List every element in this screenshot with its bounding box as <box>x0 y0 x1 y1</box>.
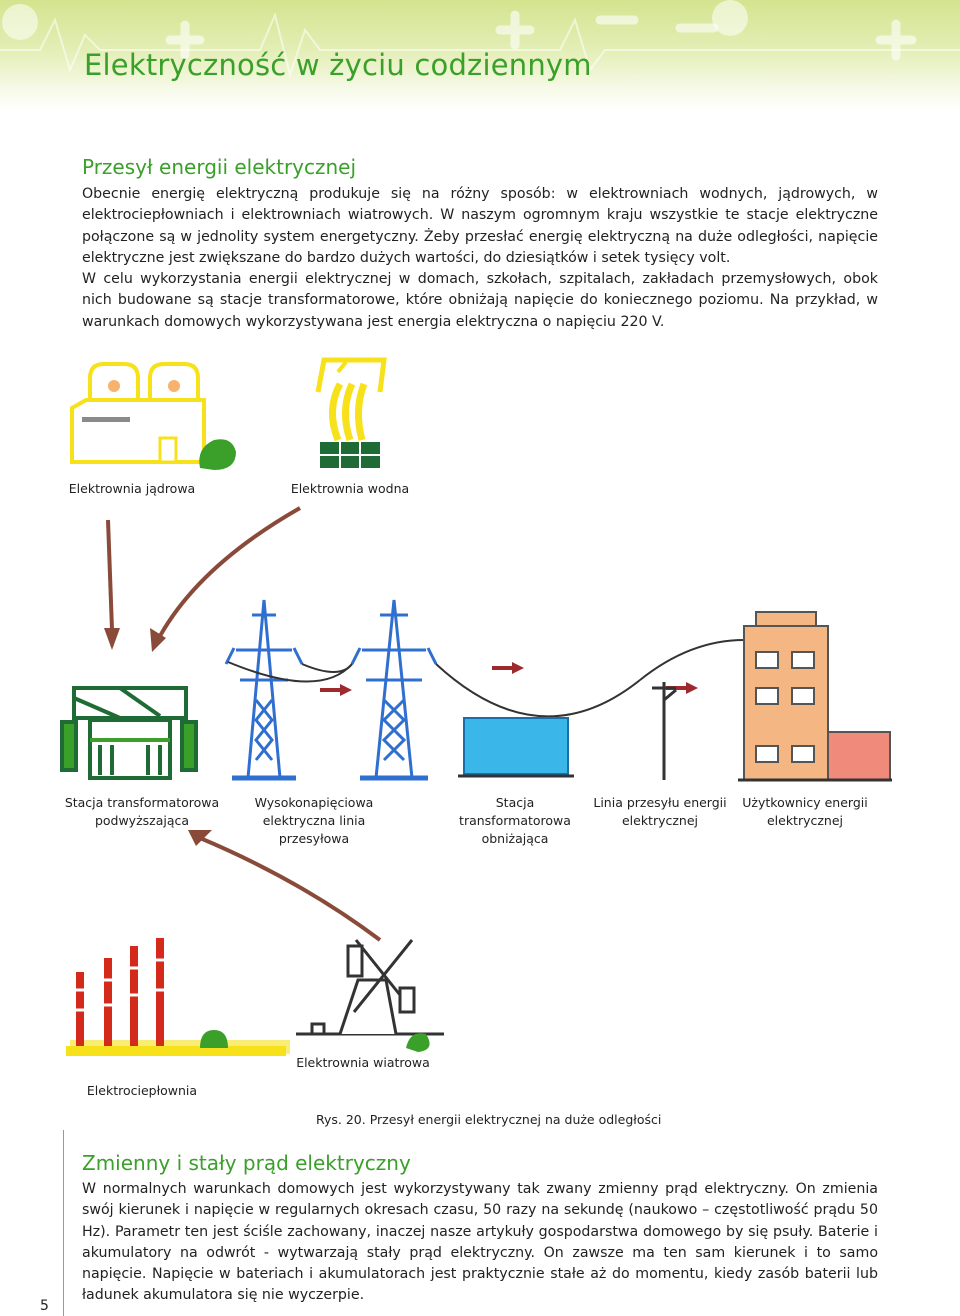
label-step-up-station: Stacja transformatorowa podwyższająca <box>64 795 220 828</box>
paragraph: W celu wykorzystania energii elektrycznej w domach, szkołach, szpitalach, zakładach przemysłowych, obok nich budowane są stacje transformatorowe, które obniżają napięcie do koniecznego poziomu. Na przykład, w warunkach domowych wykorzystywana jest energia elektryczna o napięciu 220 V. <box>82 271 878 330</box>
section-text-ac-dc <box>82 1179 878 1307</box>
nuclear-plant-icon <box>72 364 236 470</box>
windmill-icon <box>296 940 444 1052</box>
label-step-down-station: Stacja transformatorowa obniżająca <box>459 795 571 846</box>
page-number: 5 <box>40 1298 49 1314</box>
paragraph: Obecnie energię elektryczną produkuje się na różny sposób: w elektrowniach wodnych, jądrowych, w elektrociepłowniach i elektrowniach wiatrowych. W naszym ogromnym kraju wszystkie te stacje elektryczne połączone są w jednolity system energetyczny. Żeby przesłać energię elektryczną na duże odległości, napięcie elektryczne jest zwiększane do bardzo dużych wartości, do dziesiątków i setek tysięcy volt. <box>82 186 878 266</box>
section-heading-ac-dc: Zmienny i stały prąd elektryczny <box>82 1151 411 1175</box>
page-margin-line <box>63 1130 64 1316</box>
page-header-title: Elektryczność w życiu codziennym <box>84 48 592 82</box>
label-hydro-plant: Elektrownia wodna <box>290 481 410 496</box>
label-consumers: Użytkownicy energii elektrycznej <box>742 795 868 828</box>
label-nuclear-plant: Elektrownia jądrowa <box>68 481 196 496</box>
label-hv-line: Wysokonapięciowa elektryczna linia przesyłowa <box>254 795 374 846</box>
label-chp-plant: Elektrociepłownia <box>86 1083 198 1098</box>
step-down-station-icon <box>458 718 574 776</box>
utility-pole-icon <box>652 682 676 780</box>
paragraph: W normalnych warunkach domowych jest wykorzystywany tak zwany zmienny prąd elektryczny. On zmienia swój kierunek i napięcie w regularnych okresach czasu, 50 razy na sekundę (naukowo – częstotliwość prądu 50 Hz). Parametr ten jest ściśle zachowany, inaczej nasze artykuły gospodarstwa domowego by się psuły. Baterie i akumulatory na odwrót - wytwarzają stały prąd elektryczny. On zawsze ma ten sam kierunek i to samo napięcie. Napięcie w bateriach i akumulatorach jest praktycznie stałe aż do momentu, kiedy zasób baterii lub ładunek akumulatora się nie wyczerpie. <box>82 1181 878 1304</box>
power-line-wires <box>228 640 744 716</box>
figure-caption: Rys. 20. Przesył energii elektrycznej na duże odległości <box>316 1112 662 1127</box>
label-transmission-line: Linia przesyłu energii elektrycznej <box>593 795 727 828</box>
hv-tower-icon <box>352 600 436 778</box>
section-heading-transmission: Przesył energii elektrycznej <box>82 155 357 179</box>
hv-tower-icon <box>226 600 302 778</box>
consumer-buildings-icon <box>738 612 892 780</box>
hydro-plant-icon <box>318 360 384 468</box>
chp-plant-icon <box>66 938 290 1056</box>
label-wind-plant: Elektrownia wiatrowa <box>296 1055 430 1070</box>
step-up-transformer-icon <box>62 688 196 778</box>
